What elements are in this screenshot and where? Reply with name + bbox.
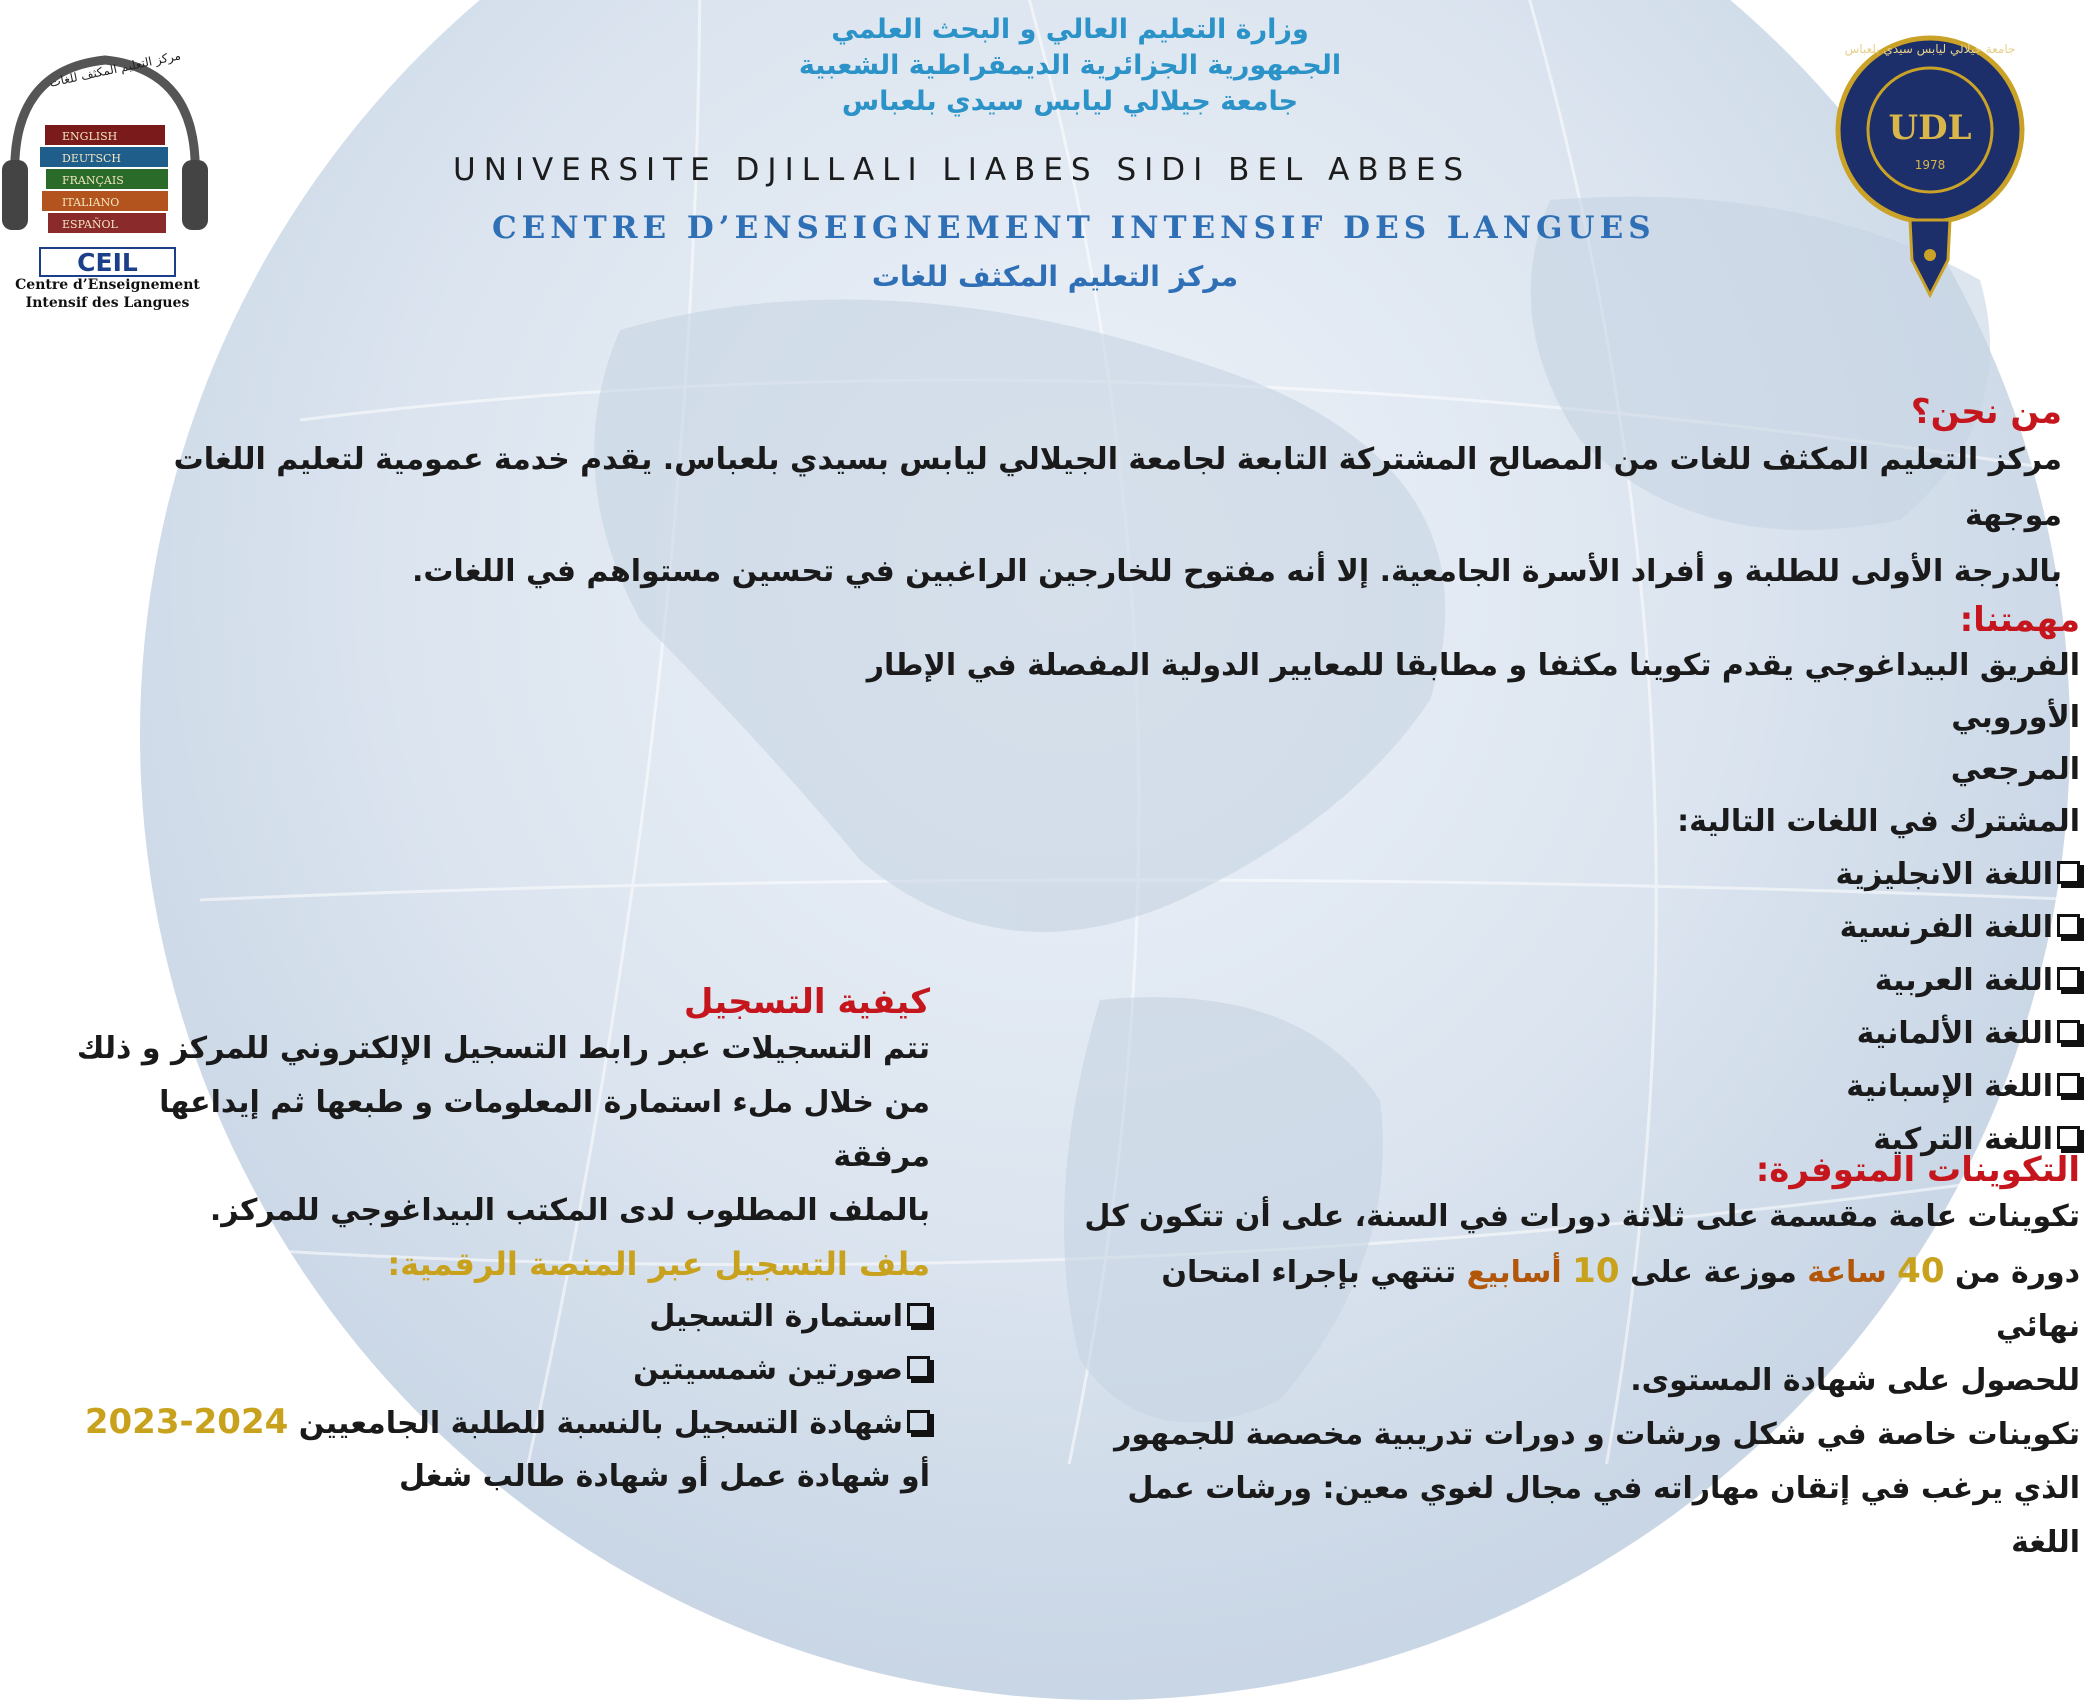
registration-line: بالملف المطلوب لدى المكتب البيداغوجي للمركز.: [209, 1193, 930, 1228]
checkbox-icon: [907, 1410, 930, 1433]
ministry-name: وزارة التعليم العالي و البحث العلمي: [831, 14, 1309, 45]
language-item: اللغة الألمانية: [780, 1007, 2080, 1060]
mission-line: الفريق البيداغوجي يقدم تكوينا مكثفا و مطابقا للمعايير الدولية المفصلة في الإطار الأوروبي: [866, 648, 2080, 735]
checkbox-icon: [2057, 1020, 2080, 1043]
trainings-line: تكوينات خاصة في شكل ورشات و دورات تدريبية مخصصة للجمهور: [1114, 1417, 2080, 1452]
about-text: [72, 432, 2062, 600]
seal-ring-text: جامعة جيلالي ليابس سيدي بلعباس: [1844, 42, 2016, 56]
registration-text: [70, 1022, 930, 1238]
academic-year: 2024-2023: [84, 1402, 289, 1442]
trainings-line: تكوينات عامة مقسمة على ثلاثة دورات في السنة، على أن تتكون كل: [1084, 1199, 2080, 1234]
hours-word: ساعة: [1807, 1255, 1887, 1290]
checkbox-icon: [2057, 1126, 2080, 1149]
registration-file-title: ملف التسجيل عبر المنصة الرقمية:: [387, 1245, 930, 1283]
centre-name-ar: مركز التعليم المكثف للغات: [871, 260, 1239, 293]
mission-text: [780, 640, 2080, 848]
mission-line: المشترك في اللغات التالية:: [1677, 804, 2080, 839]
language-list: [780, 848, 2080, 1166]
language-item: اللغة الفرنسية: [780, 901, 2080, 954]
registration-title: كيفية التسجيل: [683, 982, 930, 1022]
file-item: شهادة التسجيل بالنسبة للطلبة الجامعيين 2024-2023: [70, 1396, 930, 1450]
file-item: استمارة التسجيل: [70, 1290, 930, 1343]
university-name-ar: جامعة جيلالي ليابس سيدي بلعباس: [841, 86, 1299, 117]
checkbox-icon: [2057, 1073, 2080, 1096]
trainings-line: للحصول على شهادة المستوى.: [1630, 1363, 2080, 1398]
book-label: FRANÇAIS: [62, 174, 124, 187]
registration-line: تتم التسجيلات عبر رابط التسجيل الإلكتروني للمركز و ذلك: [76, 1031, 930, 1066]
language-item: اللغة الإسبانية: [780, 1060, 2080, 1113]
mission-section: [780, 600, 2080, 1166]
ceil-subtitle-line1: Centre d’Enseignement: [15, 277, 200, 293]
file-item: أو شهادة عمل أو شهادة طالب شغل: [398, 1459, 930, 1494]
seal-year: 1978: [1914, 158, 1946, 172]
language-item: اللغة الانجليزية: [780, 848, 2080, 901]
republic-name: الجمهورية الجزائرية الديمقراطية الشعبية: [798, 50, 1342, 81]
mission-title: مهمتنا:: [1959, 600, 2080, 640]
checkbox-icon: [907, 1356, 930, 1379]
about-title: من نحن؟: [1910, 392, 2062, 432]
checkbox-icon: [907, 1303, 930, 1326]
centre-name-fr: CENTRE D’ENSEIGNEMENT INTENSIF DES LANGUES: [492, 210, 1656, 246]
about-line: مركز التعليم المكثف للغات من المصالح المشتركة التابعة لجامعة الجيلالي ليابس بسيدي بلعباس. يقدم خدمة عمومية لتعليم اللغات موجهة: [173, 442, 2062, 533]
ceil-brand: CEIL: [77, 248, 138, 277]
hours-number: 40: [1897, 1251, 1945, 1291]
weeks-number: 10: [1572, 1251, 1620, 1291]
mission-line: المرجعي: [1950, 752, 2080, 787]
language-item: اللغة التركية: [780, 1113, 2080, 1166]
ceil-logo-arc-text: مركز التعليم المكثف للغات: [48, 48, 182, 90]
checkbox-icon: [2057, 967, 2080, 990]
file-item: صورتين شمسيتين: [70, 1343, 930, 1396]
book-label: DEUTSCH: [62, 152, 122, 165]
checkbox-icon: [2057, 914, 2080, 937]
ceil-subtitle: [0, 276, 215, 312]
weeks-word: أسابيع: [1466, 1255, 1562, 1290]
trainings-title: التكوينات المتوفرة:: [1755, 1150, 2080, 1190]
book-label: ESPAÑOL: [62, 218, 118, 231]
about-section: [72, 392, 2062, 600]
registration-line: من خلال ملء استمارة المعلومات و طبعها ثم إيداعها مرفقة: [159, 1085, 930, 1174]
trainings-line: الذي يرغب في إتقان مهاراته في مجال لغوي معين: ورشات عمل اللغة: [1127, 1471, 2080, 1560]
ceil-subtitle-line2: Intensif des Langues: [25, 295, 190, 311]
header-arabic-block: [540, 12, 1600, 120]
book-label: ENGLISH: [62, 130, 118, 143]
university-name-fr: UNIVERSITE DJILLALI LIABES SIDI BEL ABBES: [453, 152, 1472, 188]
language-item: اللغة العربية: [780, 954, 2080, 1007]
trainings-text: [1070, 1190, 2080, 1570]
book-label: ITALIANO: [62, 196, 120, 209]
registration-section: [70, 982, 930, 1503]
trainings-section: [1070, 1150, 2080, 1570]
seal-initials: UDL: [1888, 108, 1972, 148]
registration-file-list: [70, 1290, 930, 1503]
ceil-book-labels: [62, 126, 124, 236]
trainings-line: دورة من 40 ساعة موزعة على 10 أسابيع تنتهي بإجراء امتحان نهائي: [1161, 1251, 2080, 1344]
about-line: بالدرجة الأولى للطلبة و أفراد الأسرة الجامعية. إلا أنه مفتوح للخارجين الراغبين في تحسين مستواهم في اللغات.: [412, 554, 2062, 589]
checkbox-icon: [2057, 861, 2080, 884]
